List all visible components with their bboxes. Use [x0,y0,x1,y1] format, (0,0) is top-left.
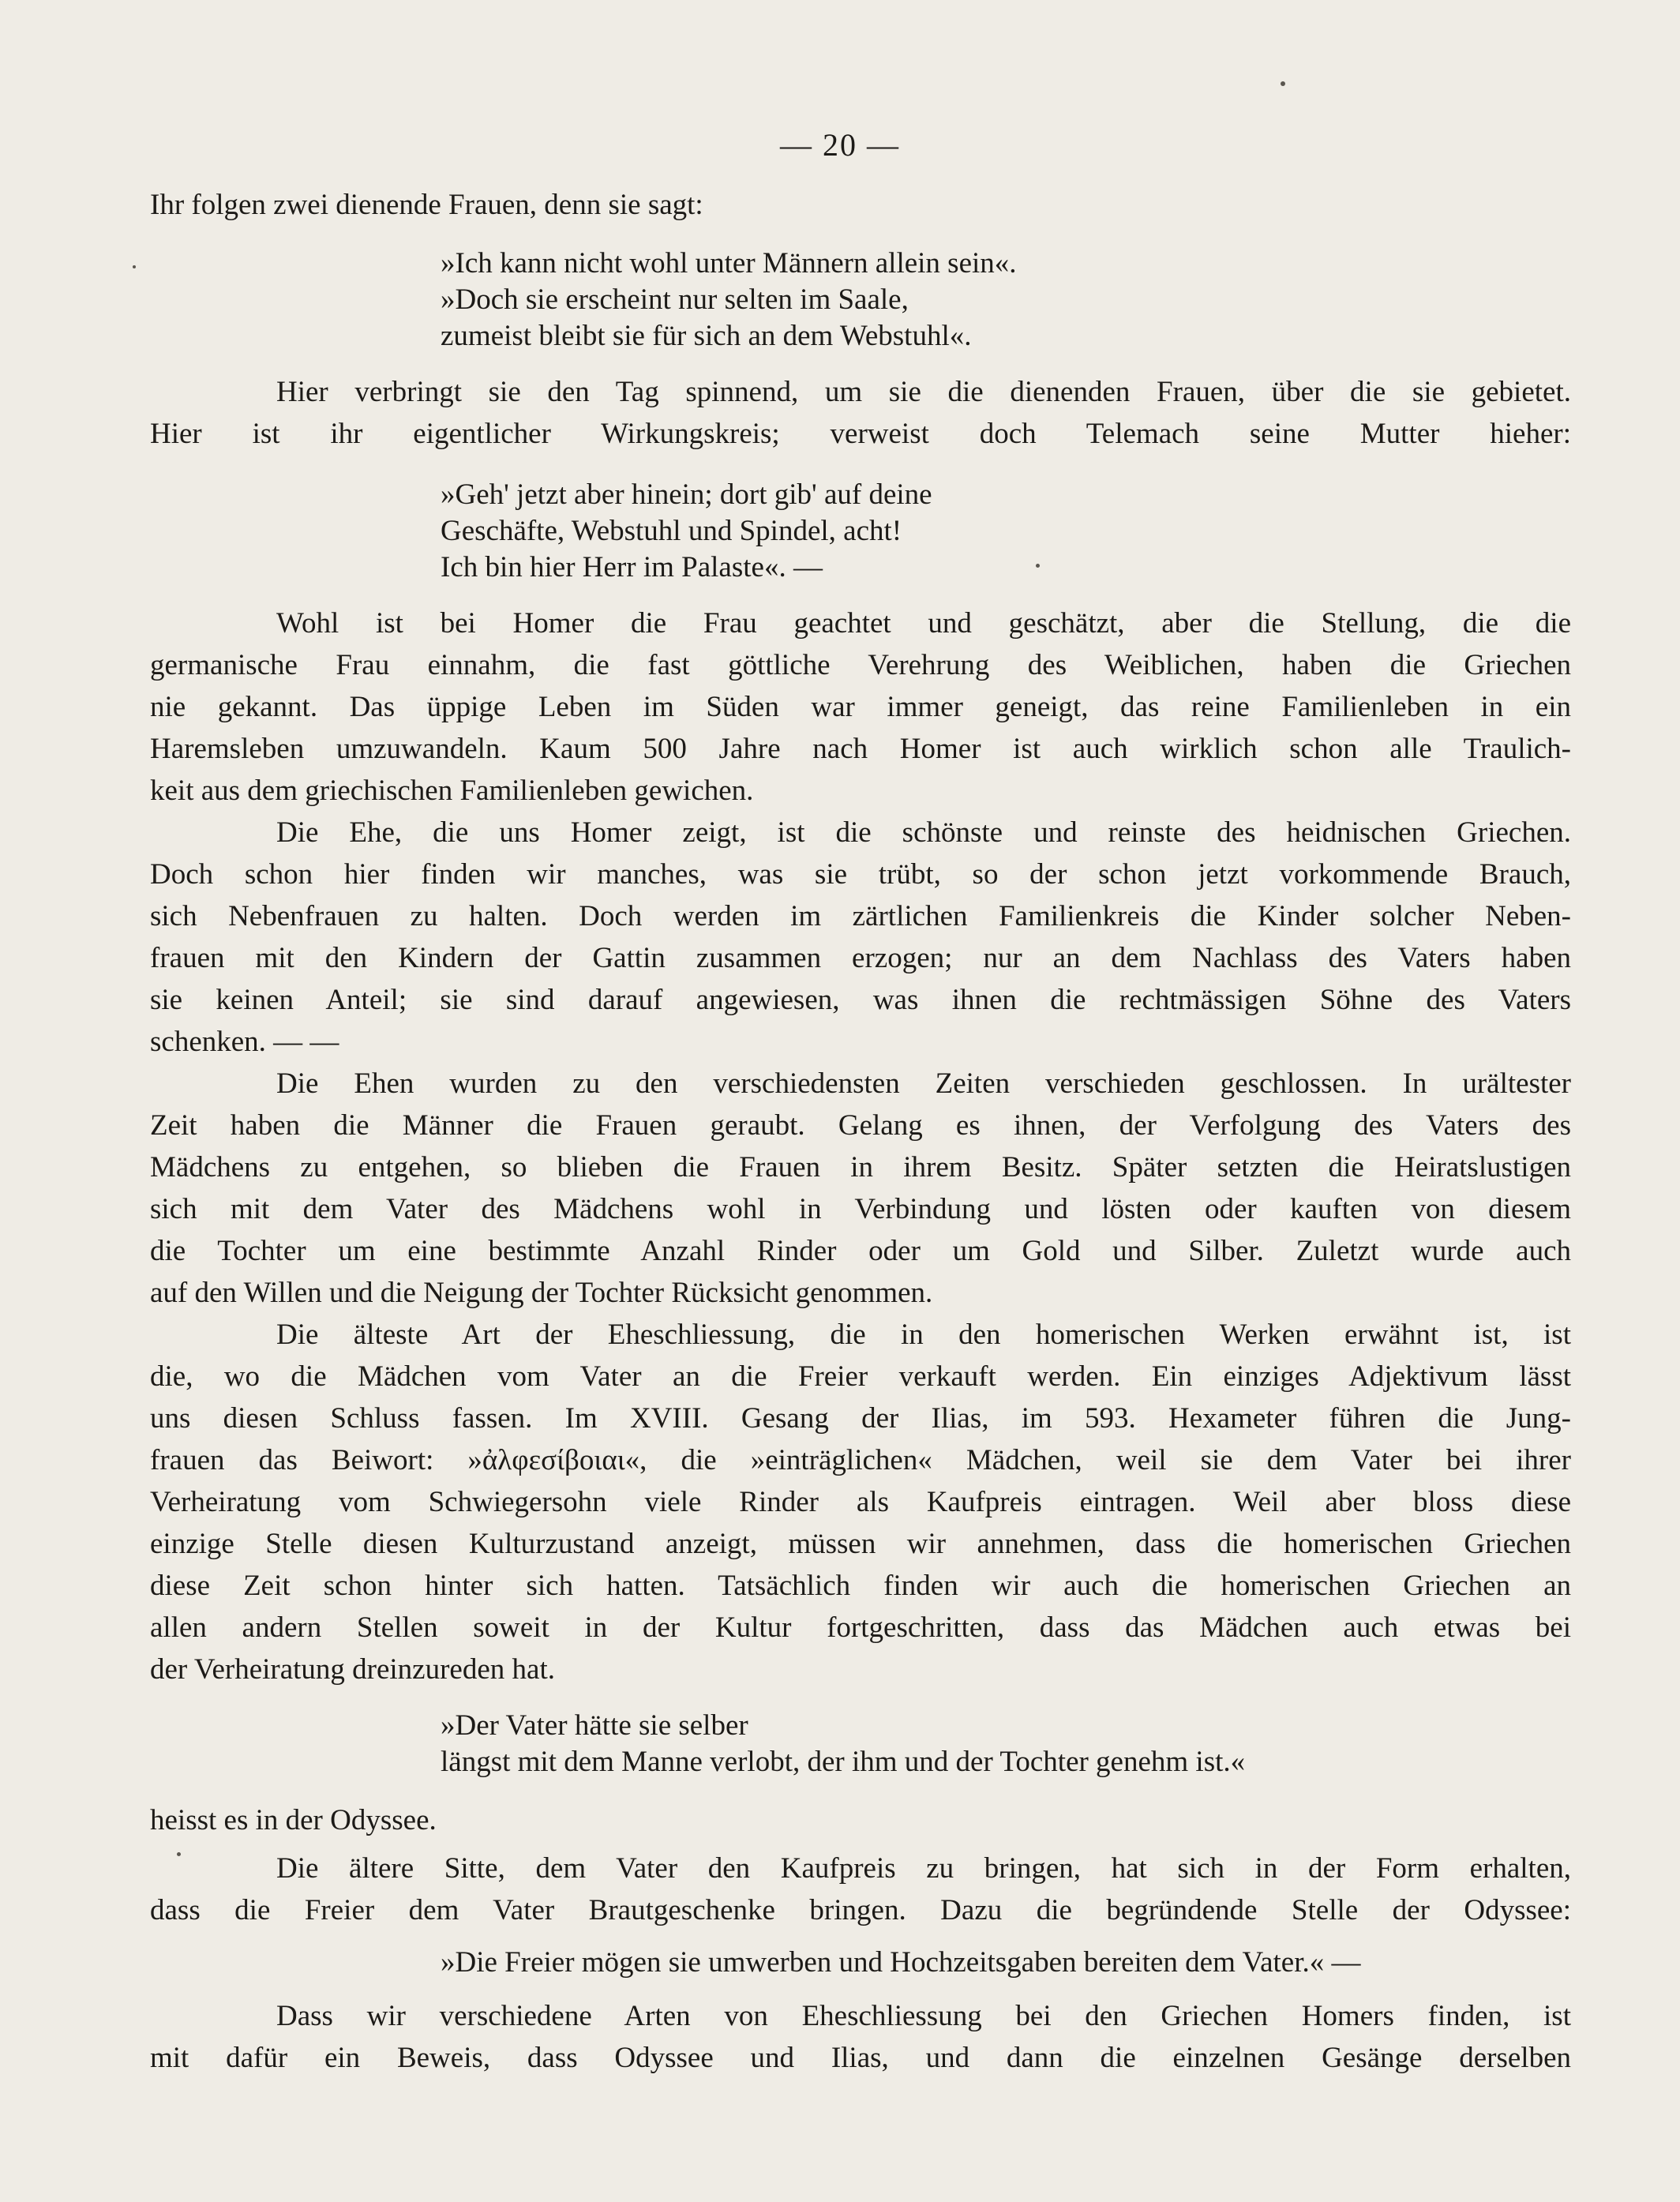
text-line: Die Ehe, die uns Homer zeigt, ist die schönste und reinste des heidnischen Griechen. [276,816,1571,849]
verse-line: Geschäfte, Webstuhl und Spindel, acht! [441,515,902,547]
text-line: auf den Willen und die Neigung der Tochter Rücksicht genommen. [150,1277,933,1309]
text-line: dass die Freier dem Vater Brautgeschenke bringen. Dazu die begründende Stelle der Odyssee: [150,1894,1571,1926]
dust-speck [1281,81,1285,86]
verse-line: »Der Vater hätte sie selber [441,1709,748,1742]
verse-line: zumeist bleibt sie für sich an dem Webstuhl«. [441,320,972,352]
page-number: — 20 — [780,127,900,163]
verse-line: »Doch sie erscheint nur selten im Saale, [441,283,909,316]
text-line: Hier ist ihr eigentlicher Wirkungskreis; verweist doch Telemach seine Mutter hieher: [150,418,1571,450]
dust-speck [177,1852,181,1856]
text-line: sich mit dem Vater des Mädchens wohl in Verbindung und lösten oder kauften von diesem [150,1193,1571,1225]
text-line: Hier verbringt sie den Tag spinnend, um sie die dienenden Frauen, über die sie gebietet. [276,376,1571,408]
text-line: heisst es in der Odyssee. [150,1804,437,1836]
text-line: allen andern Stellen soweit in der Kultur fortgeschritten, dass das Mädchen auch etwas bei [150,1611,1571,1644]
text-line: Ihr folgen zwei dienende Frauen, denn sie sagt: [150,189,703,221]
text-line: die, wo die Mädchen vom Vater an die Freier verkauft werden. Ein einziges Adjektivum lässt [150,1360,1571,1393]
verse-line: »Die Freier mögen sie umwerben und Hochzeitsgaben bereiten dem Vater.« — [441,1946,1361,1979]
text-line: sie keinen Anteil; sie sind darauf angewiesen, was ihnen die rechtmässigen Söhne des Vaters [150,984,1571,1016]
text-line: mit dafür ein Beweis, dass Odyssee und Ilias, und dann die einzelnen Gesänge derselben [150,2042,1571,2074]
verse-line: längst mit dem Manne verlobt, der ihm und der Tochter genehm ist.« [441,1746,1246,1778]
text-line: diese Zeit schon hinter sich hatten. Tatsächlich finden wir auch die homerischen Griechen an [150,1570,1571,1602]
text-line: frauen mit den Kindern der Gattin zusammen erzogen; nur an dem Nachlass des Vaters haben [150,942,1571,974]
text-line: Die älteste Art der Eheschliessung, die in den homerischen Werken erwähnt ist, ist [276,1319,1571,1351]
text-line: frauen das Beiwort: »ἀλφεσίβοιαι«, die »einträglichen« Mädchen, weil sie dem Vater bei ihrer [150,1444,1571,1476]
text-line: Die ältere Sitte, dem Vater den Kaufpreis zu bringen, hat sich in der Form erhalten, [276,1852,1571,1885]
text-line: der Verheiratung dreinzureden hat. [150,1653,555,1686]
text-line: germanische Frau einnahm, die fast göttliche Verehrung des Weiblichen, haben die Griechen [150,649,1571,681]
text-line: schenken. — — [150,1026,339,1058]
text-line: die Tochter um eine bestimmte Anzahl Rinder oder um Gold und Silber. Zuletzt wurde auch [150,1235,1571,1267]
dust-speck [133,265,136,268]
text-line: uns diesen Schluss fassen. Im XVIII. Gesang der Ilias, im 593. Hexameter führen die Jung- [150,1402,1571,1435]
verse-line: Ich bin hier Herr im Palaste«. — [441,551,823,583]
text-line: Mädchens zu entgehen, so blieben die Frauen in ihrem Besitz. Später setzten die Heiratslustigen [150,1151,1571,1184]
text-line: Wohl ist bei Homer die Frau geachtet und geschätzt, aber die Stellung, die die [276,607,1571,640]
text-line: Zeit haben die Männer die Frauen geraubt. Gelang es ihnen, der Verfolgung des Vaters des [150,1109,1571,1142]
verse-line: »Ich kann nicht wohl unter Männern allein sein«. [441,247,1017,279]
text-line: sich Nebenfrauen zu halten. Doch werden im zärtlichen Familienkreis die Kinder solcher Neben- [150,900,1571,932]
text-line: Verheiratung vom Schwiegersohn viele Rinder als Kaufpreis eintragen. Weil aber bloss diese [150,1486,1571,1518]
dust-speck [1036,564,1040,568]
text-line: Dass wir verschiedene Arten von Eheschliessung bei den Griechen Homers finden, ist [276,2000,1571,2032]
text-line: Doch schon hier finden wir manches, was sie trübt, so der schon jetzt vorkommende Brauch, [150,858,1571,891]
text-line: einzige Stelle diesen Kulturzustand anzeigt, müssen wir annehmen, dass die homerischen Griechen [150,1528,1571,1560]
text-line: nie gekannt. Das üppige Leben im Süden war immer geneigt, das reine Familienleben in ein [150,691,1571,723]
text-line: Haremsleben umzuwandeln. Kaum 500 Jahre nach Homer ist auch wirklich schon alle Traulich- [150,733,1571,765]
text-line: keit aus dem griechischen Familienleben gewichen. [150,775,754,807]
text-line: Die Ehen wurden zu den verschiedensten Zeiten verschieden geschlossen. In urältester [276,1067,1571,1100]
verse-line: »Geh' jetzt aber hinein; dort gib' auf deine [441,478,932,511]
